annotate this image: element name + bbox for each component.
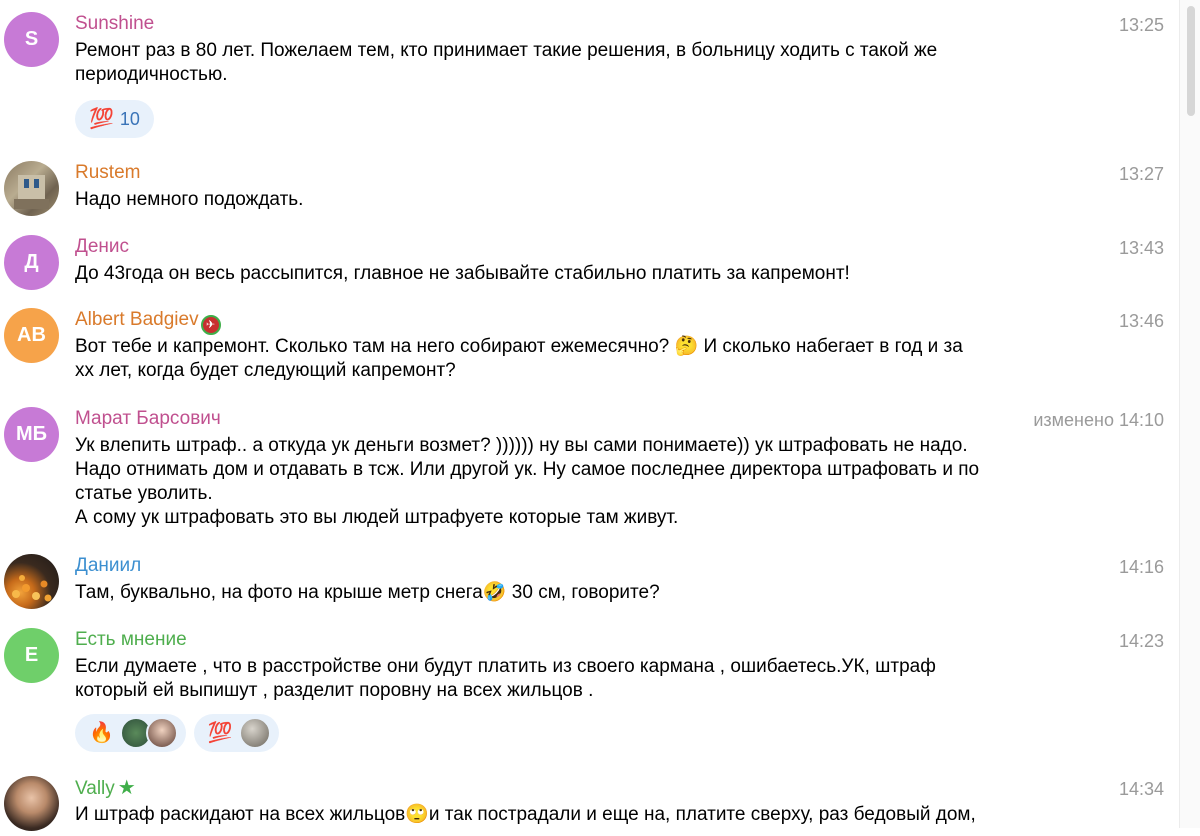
message-time: 13:27 <box>1118 164 1164 184</box>
avatar[interactable]: МБ <box>4 407 59 462</box>
sender-name-row <box>75 308 221 335</box>
avatar[interactable]: Д <box>4 235 59 290</box>
avatar[interactable]: AB <box>4 308 59 363</box>
message-time: изменено 14:10 <box>1033 410 1164 430</box>
message-line: Ук влепить штраф.. а откуда ук деньги возмет? )))))) ну вы сами понимаете)) ук штрафовать не надо. <box>75 435 968 456</box>
reactor-avatars <box>120 717 178 749</box>
sender-name-row <box>75 776 136 801</box>
message-line: статье уволить. <box>75 483 213 504</box>
flowers-photo-icon <box>4 554 59 609</box>
sender-name[interactable]: Albert Badgiev <box>75 309 199 330</box>
fire-icon: 🔥 <box>89 722 114 744</box>
message-time: 14:23 <box>1118 631 1164 651</box>
message-line: Надо отнимать дом и отдавать в тсж. Или другой ук. Ну самое последнее директора штрафовать и по <box>75 459 980 480</box>
reaction-pill[interactable] <box>75 714 186 752</box>
scrollbar[interactable] <box>1179 0 1200 828</box>
sender-name[interactable]: Даниил <box>75 555 142 576</box>
message-text <box>75 39 1085 87</box>
message-line: Если думаете , что в расстройстве они будут платить из своего кармана , ошибаетесь.УК, штраф <box>75 656 936 677</box>
avatar[interactable] <box>4 554 59 609</box>
reaction-count: 10 <box>119 108 140 129</box>
avatar[interactable] <box>4 161 59 216</box>
reactor-avatar <box>239 717 271 749</box>
message-item <box>0 407 1180 537</box>
message-line: А сому ук штрафовать это вы людей штрафуете которые там живут. <box>75 507 679 528</box>
message-line: И штраф раскидают на всех жильцов🙄и так пострадали и еще на, платите сверху, раз бедовый дом, <box>75 804 976 825</box>
reactions-bar <box>75 100 154 138</box>
avatar[interactable] <box>4 776 59 831</box>
message-item <box>0 12 1180 152</box>
reactor-avatar <box>146 717 178 749</box>
message-line: Вот тебе и капремонт. Сколько там на него собирают ежемесячно? 🤔 И сколько набегает в год и за <box>75 336 963 357</box>
message-text <box>75 655 1085 703</box>
avatar[interactable]: S <box>4 12 59 67</box>
sender-name[interactable]: Rustem <box>75 162 141 183</box>
emoji-status-icon: ✈ <box>201 315 221 335</box>
message-item <box>0 554 1180 614</box>
reaction-pill[interactable] <box>75 100 154 138</box>
sender-name[interactable]: Sunshine <box>75 13 155 34</box>
sender-name[interactable]: Денис <box>75 236 130 257</box>
message-time: 13:43 <box>1118 238 1164 258</box>
scroll-thumb[interactable] <box>1187 6 1195 116</box>
message-text <box>75 188 1085 212</box>
hundred-points-icon: 💯 <box>89 108 114 130</box>
avatar[interactable]: Е <box>4 628 59 683</box>
message-line: Там, буквально, на фото на крыше метр снега🤣 30 см, говорите? <box>75 582 660 603</box>
sender-name[interactable]: Vally <box>75 778 115 799</box>
sender-name[interactable]: Марат Барсович <box>75 408 221 429</box>
message-line: Надо немного подождать. <box>75 189 304 210</box>
message-line: Ремонт раз в 80 лет. Пожелаем тем, кто принимает такие решения, в больницу ходить с такой же <box>75 40 938 61</box>
building-photo-icon <box>4 161 59 216</box>
message-item <box>0 308 1180 393</box>
message-text <box>75 434 1085 530</box>
message-text <box>75 335 1085 383</box>
star-icon: ★ <box>117 777 136 799</box>
message-line: периодичностью. <box>75 64 228 85</box>
message-time: 13:25 <box>1118 15 1164 35</box>
message-time: 14:16 <box>1118 557 1164 577</box>
sender-name[interactable]: Есть мнение <box>75 629 187 650</box>
message-time: 14:34 <box>1118 779 1164 799</box>
message-item <box>0 628 1180 758</box>
message-line: хх лет, когда будет следующий капремонт? <box>75 360 456 381</box>
message-time: 13:46 <box>1118 311 1164 331</box>
message-text <box>75 581 1085 605</box>
reaction-pill[interactable] <box>194 714 279 752</box>
message-line: До 43года он весь рассыпится, главное не забывайте стабильно платить за капремонт! <box>75 263 850 284</box>
message-text <box>75 803 1085 827</box>
hundred-points-icon: 💯 <box>207 722 233 744</box>
message-line: который ей выпишут , разделит поровну на всех жильцов . <box>75 680 594 701</box>
message-item <box>0 776 1180 836</box>
message-item <box>0 235 1180 295</box>
message-text <box>75 262 1085 286</box>
reactions-bar <box>75 714 279 752</box>
message-item <box>0 161 1180 221</box>
